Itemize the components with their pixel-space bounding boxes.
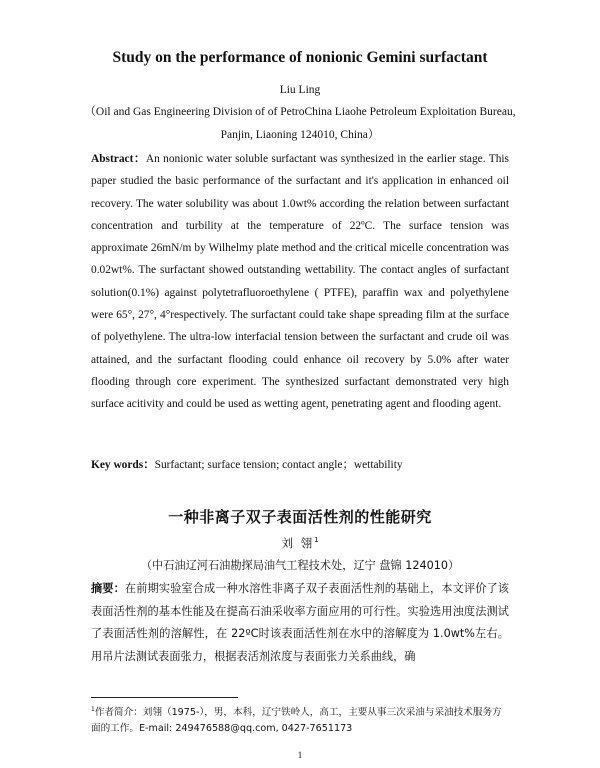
keywords-label: Key words： (91, 459, 155, 471)
abstract-label: Abstract： (91, 153, 146, 165)
english-abstract (91, 148, 509, 416)
footnote (91, 702, 511, 736)
footnote-divider (91, 697, 238, 698)
keywords-text: Surfactant; surface tension; contact angle；wettability (154, 459, 403, 471)
chinese-affiliation: （中石油辽河石油勘探局油气工程技术处，辽宁 盘锦 124010） (140, 559, 460, 572)
english-title: Study on the performance of nonionic Gemini surfactant (112, 49, 488, 66)
page-number: 1 (297, 750, 303, 760)
footnote-text: 作者简介：刘翎（1975-），男，本科，辽宁铁岭人，高工，主要从事三次采油与采油技术服务方面的工作。E-mail: 249476588@qq.com, 0427-7651173 (91, 707, 502, 734)
chinese-abstract-label: 摘要： (91, 582, 125, 595)
english-author: Liu Ling (279, 84, 321, 96)
english-keywords (91, 456, 509, 474)
chinese-abstract (91, 578, 509, 668)
english-affiliation: （Oil and Gas Engineering Division of of PetroChina Liaohe Petroleum Exploitation Bureau, Panjin, Liaoning 124010, China） (84, 106, 516, 141)
author-footnote-mark: 1 (314, 536, 319, 545)
chinese-abstract-text: 在前期实验室合成一种水溶性非离子双子表面活性剂的基础上，本文评价了该表面活性剂的基本性能及在提高石油采收率方面应用的可行性。实验选用浊度法测试了表面活性剂的溶解性，在 22ºC时该表面活性剂在水中的溶解度为 1.0wt%左右。用吊片法测试表面张力，根据表活剂浓度与表面张力关系曲线，确 (91, 582, 509, 663)
abstract-text: An nonionic water soluble surfactant was synthesized in the earlier stage. This paper studied the basic performance of the surfactant and it's application in enhanced oil recovery. The water solubility was about 1.0wt% according the relation between surfactant concentration and turbility at the temperature of 22ºC. The surface tension was approximate 26mN/m by Wilhelmy plate method and the critical micelle concentration was 0.02wt%. The surfactant showed outstanding wettability. The contact angles of surfactant solution(0.1%) against polytetrafluoroethylene ( PTFE), paraffin wax and polyethylene were 65°, 27°, 4°respectively. The surfactant could take shape spreading film at the surface of polyethylene. The ultra-low interfacial tension between the surfactant and crude oil was attained, and the surfactant flooding could enhance oil recovery by 5.0% after water flooding through core experiment. The synthesized surfactant demonstrated very high surface acitivity and could be used as wetting agent, penetrating agent and flooding agent. (91, 153, 509, 411)
footnote-mark: 1 (91, 706, 95, 713)
chinese-author-name: 刘 翎 (281, 536, 315, 550)
chinese-author (0, 535, 600, 551)
chinese-title: 一种非离子双子表面活性剂的性能研究 (168, 508, 432, 526)
